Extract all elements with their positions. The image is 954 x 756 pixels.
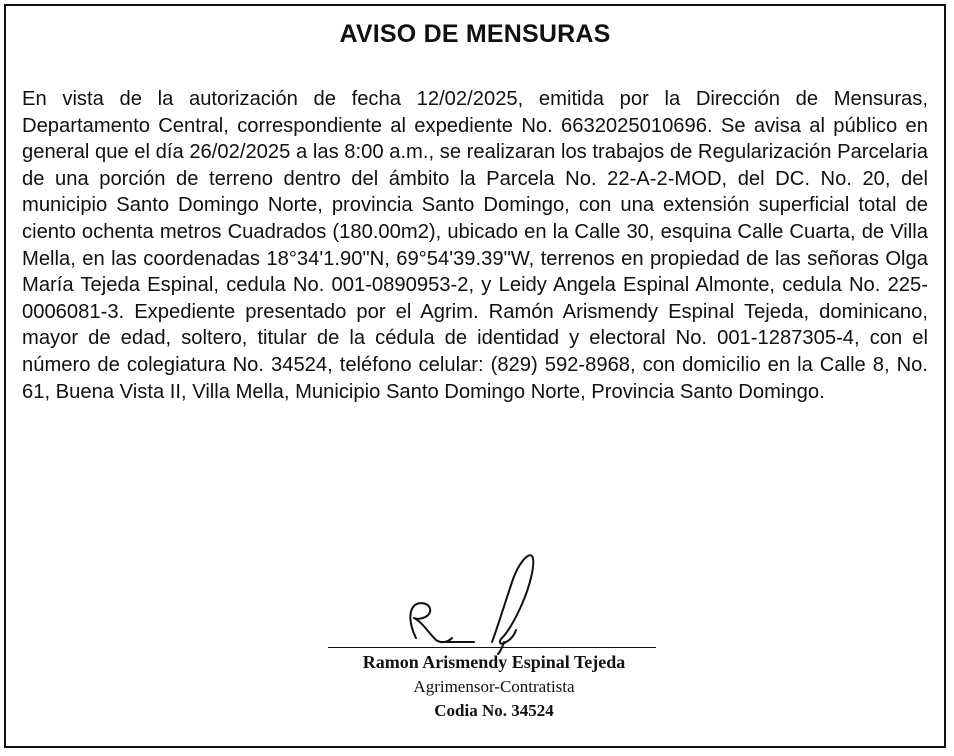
notice-body: En vista de la autorización de fecha 12/02/2025, emitida por la Dirección de Mensuras, Departamento Central, correspondiente al expediente No. 6632025010696. Se avisa al público en general que el día 26/02/2025 a las 8:00 a.m., se realizaran los trabajos de Regularización Parcelaria de una porción de terreno dentro del ámbito la Parcela No. 22-A-2-MOD, del DC. No. 20, del municipio Santo Domingo Norte, provincia Santo Domingo, con una extensión superficial total de ciento ochenta metros Cuadrados (180.00m2), ubicado en la Calle 30, esquina Calle Cuarta, de Villa Mella, en las coordenadas 18°34'1.90"N, 69°54'39.39"W, terrenos en propiedad de las señoras Olga María Tejeda Espinal, cedula No. 001-0890953-2, y Leidy Angela Espinal Almonte, cedula No. 225-0006081-3. Expediente presentado por el Agrim. Ramón Arismendy Espinal Tejeda, dominicano, mayor de edad, soltero, titular de la cédula de identidad y electoral No. 001-1287305-4, con el número de colegiatura No. 34524, teléfono celular: (829) 592-8968, con domicilio en la Calle 8, No. 61, Buena Vista II, Villa Mella, Municipio Santo Domingo Norte, Provincia Santo Domingo. — [22, 88, 928, 403]
handwritten-signature — [324, 546, 664, 656]
signer-role: Agrimensor-Contratista — [413, 677, 575, 696]
notice-frame — [4, 4, 946, 748]
signer-name: Ramon Arismendy Espinal Tejeda — [362, 652, 626, 672]
signature-line — [328, 647, 656, 648]
notice-title: AVISO DE MENSURAS — [339, 20, 611, 48]
signer-codia: Codia No. 34524 — [434, 701, 554, 720]
signature-block — [324, 546, 664, 736]
